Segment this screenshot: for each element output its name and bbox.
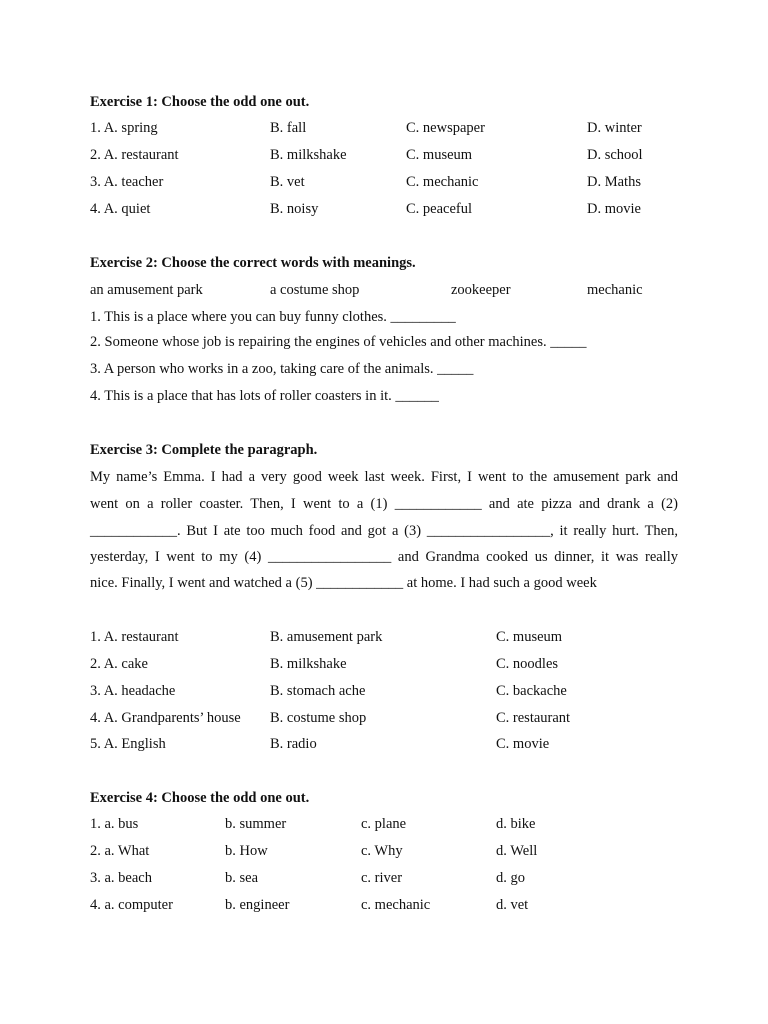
- option: C. restaurant: [496, 710, 571, 726]
- option: b. summer: [225, 816, 287, 832]
- option: C. museum: [496, 629, 563, 645]
- option: B. noisy: [270, 201, 319, 217]
- option: D. Maths: [587, 174, 641, 190]
- exercise-3-title: Exercise 3: Complete the paragraph.: [90, 442, 318, 458]
- paragraph-line: went on a roller coaster. Then, I went to a (1) ____________ and ate pizza and drank a (2): [90, 496, 678, 512]
- option: B. amusement park: [270, 629, 383, 645]
- exercise-2-title: Exercise 2: Choose the correct words with meanings.: [90, 255, 416, 271]
- question: 4. This is a place that has lots of roller coasters in it. ______: [90, 388, 439, 404]
- option: 4. A. Grandparents’ house: [90, 710, 241, 726]
- option: C. mechanic: [406, 174, 479, 190]
- option: C. museum: [406, 147, 473, 163]
- option: B. milkshake: [270, 147, 347, 163]
- option: 4. a. computer: [90, 897, 173, 913]
- option: b. engineer: [225, 897, 290, 913]
- option: c. mechanic: [361, 897, 431, 913]
- option: 5. A. English: [90, 736, 166, 752]
- option: B. costume shop: [270, 710, 367, 726]
- option: B. fall: [270, 120, 307, 136]
- option: b. How: [225, 843, 268, 859]
- option: b. sea: [225, 870, 259, 886]
- option: c. Why: [361, 843, 403, 859]
- option: B. milkshake: [270, 656, 347, 672]
- paragraph-line: My name’s Emma. I had a very good week last week. First, I went to the amusement park and: [90, 469, 678, 485]
- word-bank-item: a costume shop: [270, 282, 360, 298]
- option: C. newspaper: [406, 120, 485, 136]
- option: 3. A. headache: [90, 683, 176, 699]
- option: 1. A. spring: [90, 120, 158, 136]
- option: 3. A. teacher: [90, 174, 164, 190]
- option: 3. a. beach: [90, 870, 152, 886]
- word-bank-item: mechanic: [587, 282, 643, 298]
- option: C. noodles: [496, 656, 559, 672]
- option: 2. a. What: [90, 843, 150, 859]
- option: d. go: [496, 870, 525, 886]
- option: c. river: [361, 870, 403, 886]
- option: B. stomach ache: [270, 683, 366, 699]
- option: B. radio: [270, 736, 317, 752]
- option: D. winter: [587, 120, 642, 136]
- option: 2. A. cake: [90, 656, 148, 672]
- question: 3. A person who works in a zoo, taking care of the animals. _____: [90, 361, 474, 377]
- option: d. bike: [496, 816, 536, 832]
- option: d. vet: [496, 897, 529, 913]
- option: B. vet: [270, 174, 305, 190]
- question: 1. This is a place where you can buy funny clothes. _________: [90, 309, 456, 325]
- option: C. peaceful: [406, 201, 473, 217]
- option: C. backache: [496, 683, 567, 699]
- exercise-4-title: Exercise 4: Choose the odd one out.: [90, 790, 310, 806]
- option: 1. A. restaurant: [90, 629, 179, 645]
- option: 2. A. restaurant: [90, 147, 179, 163]
- paragraph-line: yesterday, I went to my (4) _________________ and Grandma cooked us dinner, it was really: [90, 549, 678, 565]
- option: 1. a. bus: [90, 816, 139, 832]
- exercise-1-title: Exercise 1: Choose the odd one out.: [90, 94, 310, 110]
- paragraph-line: nice. Finally, I went and watched a (5) ____________ at home. I had such a good week: [90, 575, 597, 591]
- option: D. school: [587, 147, 643, 163]
- option: 4. A. quiet: [90, 201, 151, 217]
- option: d. Well: [496, 843, 538, 859]
- word-bank-item: zookeeper: [451, 282, 511, 298]
- option: D. movie: [587, 201, 641, 217]
- question: 2. Someone whose job is repairing the engines of vehicles and other machines. _____: [90, 334, 587, 350]
- option: C. movie: [496, 736, 550, 752]
- word-bank-item: an amusement park: [90, 282, 203, 298]
- paragraph-line: ____________. But I ate too much food and got a (3) _________________, it really hurt. Then,: [90, 523, 678, 539]
- option: c. plane: [361, 816, 407, 832]
